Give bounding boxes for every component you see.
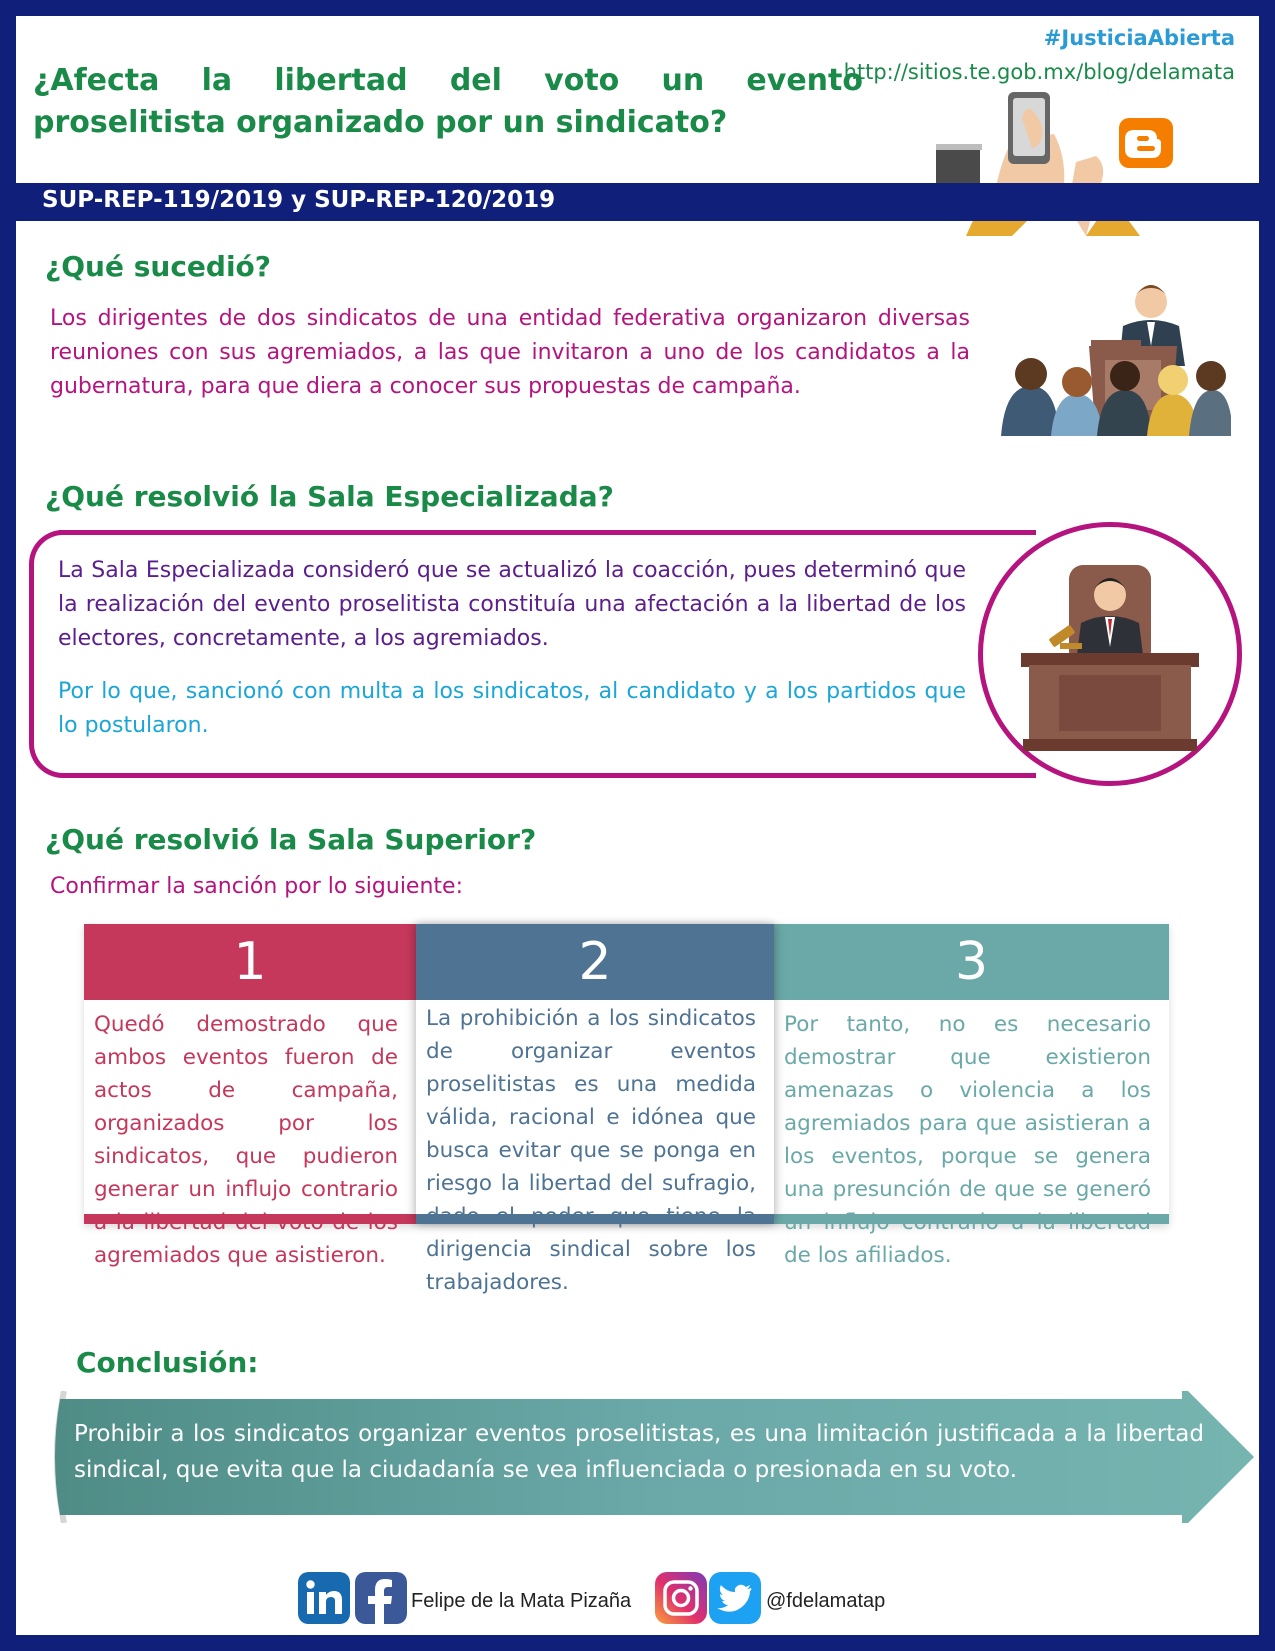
case-number-bar <box>16 183 1259 221</box>
que-sucedio-heading: ¿Qué sucedió? <box>45 250 272 283</box>
page-title: ¿Afecta la libertad del voto un evento proselitista organizado por un sindicato? <box>33 63 863 140</box>
infographic-sheet <box>16 16 1259 1635</box>
sala-especializada-heading: ¿Qué resolvió la Sala Especializada? <box>45 480 614 513</box>
reasons-cards <box>84 924 1169 1295</box>
case-number: SUP-REP-119/2019 y SUP-REP-120/2019 <box>42 187 556 213</box>
social-handle: @fdelamatap <box>766 1590 886 1612</box>
judge-illustration-circle <box>978 522 1242 786</box>
speaker-at-podium-illustration <box>1001 266 1231 436</box>
reason-card-2 <box>416 924 774 1295</box>
reason-card-3 <box>774 924 1169 1268</box>
reason-text-1: Quedó demostrado que ambos eventos fueron de actos de campaña, organizados por los sindicatos, que pudieron generar un influjo contrario agremiados que asistieron. <box>94 1012 398 1268</box>
facebook-icon[interactable] <box>355 1572 407 1624</box>
sala-superior-heading: ¿Qué resolvió la Sala Superior? <box>45 823 537 856</box>
instagram-icon[interactable] <box>655 1572 707 1624</box>
sala-superior-intro: Confirmar la sanción por lo siguiente: <box>50 874 463 899</box>
hashtag: #JusticiaAbierta <box>1043 26 1235 50</box>
reason-card-1-footer <box>84 1214 416 1224</box>
conclusion-heading: Conclusión: <box>76 1346 259 1379</box>
reason-number-1: 1 <box>84 924 416 1000</box>
judge-illustration <box>983 527 1237 781</box>
reason-text-3: Por tanto, no es necesario demostrar que existieron amenazas o violencia a los agremiados para que asistieran a los eventos, porque se genera una presunción de que se generó de los afiliados. <box>784 1012 1151 1268</box>
reason-card-2-footer <box>416 1214 774 1224</box>
reason-card-3-footer <box>774 1214 1169 1224</box>
frame-top-line <box>59 530 996 535</box>
que-sucedio-text: Los dirigentes de dos sindicatos de una entidad federativa organizaron diversas reuniones con sus agremiados, a las que invitaron a uno de los candidatos a la gubernatura, para que diera a conocer sus propuestas de campaña. <box>50 306 970 399</box>
sala-especializada-paragraph-1: La Sala Especializada consideró que se actualizó la coacción, pues determinó que la realización del evento proselitista constituía una afectación a la libertad de los electores, concretamente, a los agremiados. <box>58 558 966 651</box>
reason-card-1 <box>84 924 416 1268</box>
conclusion-text: Prohibir a los sindicatos organizar eventos proselitistas, es una limitación justificada a la libertad sindical, que evita que la ciudadanía se vea influenciada o presionada en su voto. <box>74 1421 1204 1483</box>
reason-number-2: 2 <box>416 924 774 1000</box>
sala-especializada-paragraph-2: Por lo que, sancionó con multa a los sindicatos, al candidato y a los partidos que lo postularon. <box>58 679 966 738</box>
twitter-icon[interactable] <box>709 1572 761 1624</box>
linkedin-icon[interactable] <box>298 1572 350 1624</box>
author-name: Felipe de la Mata Pizaña <box>411 1590 632 1612</box>
reason-text-2: La prohibición a los sindicatos de organizar eventos proselitistas es una medida válida, racional e idónea que busca evitar que se ponga en riesgo la libertad del sufragio, dirigencia sindical sobre los trabajadores. <box>426 1006 756 1295</box>
reason-number-3: 3 <box>774 924 1169 1000</box>
blog-url-link[interactable]: http://sitios.te.gob.mx/blog/delamata <box>843 60 1235 84</box>
blogger-icon[interactable] <box>1119 118 1173 168</box>
